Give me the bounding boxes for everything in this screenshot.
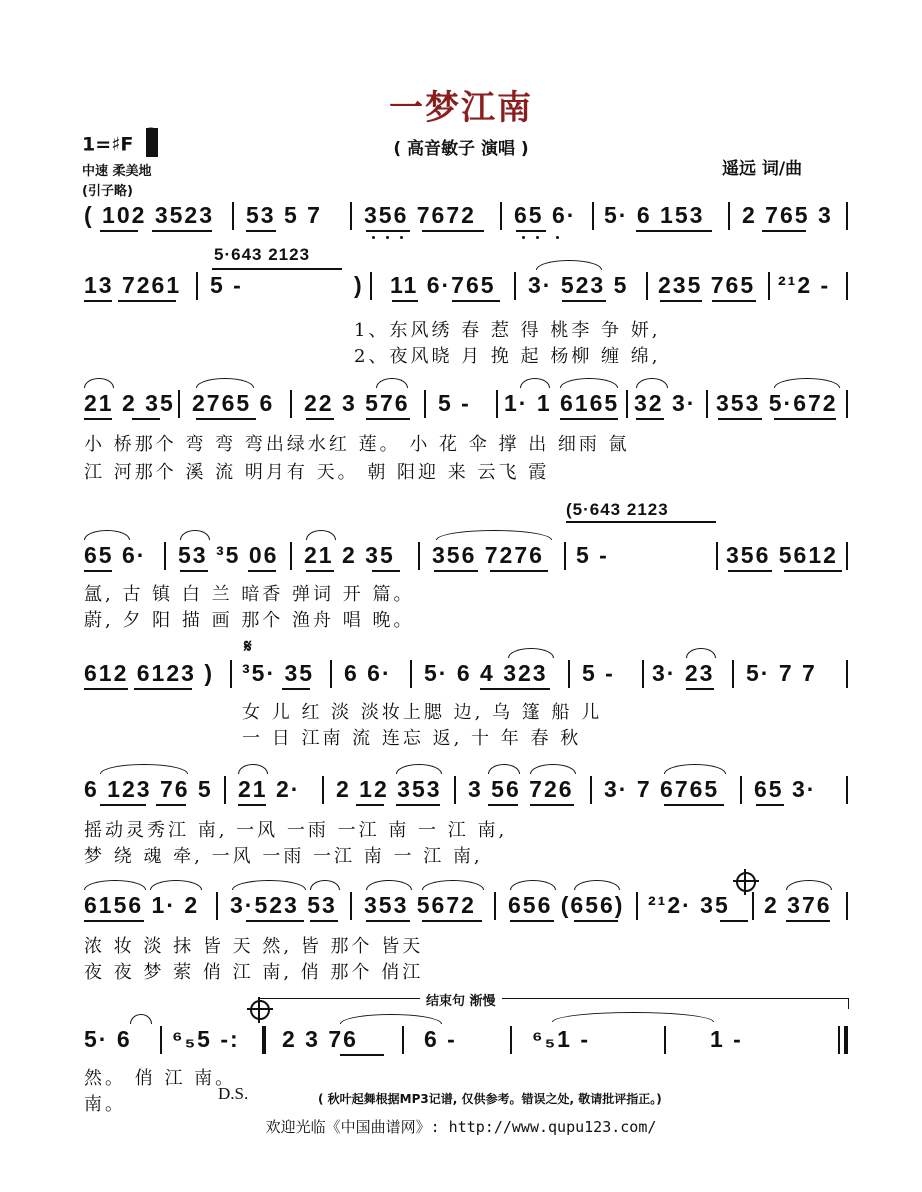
barline xyxy=(740,776,742,804)
underline xyxy=(562,300,606,302)
octave-dot xyxy=(400,236,403,239)
barline xyxy=(500,202,502,230)
time-signature xyxy=(146,126,157,156)
slur xyxy=(510,880,556,890)
measure: 612 6123 ) xyxy=(84,660,214,686)
measure: 5 - xyxy=(210,272,243,298)
underline xyxy=(530,804,574,806)
barline xyxy=(224,776,226,804)
barline xyxy=(232,202,234,230)
ending-label: 结束句 渐慢 xyxy=(420,990,502,1009)
barline xyxy=(846,660,848,688)
intro-note: (引子略) xyxy=(82,184,133,199)
slur xyxy=(196,378,254,388)
underline xyxy=(100,230,138,232)
underline xyxy=(152,230,212,232)
slur xyxy=(180,530,210,540)
coda-icon xyxy=(736,872,756,892)
slur xyxy=(130,1014,152,1024)
underline xyxy=(396,804,440,806)
cue-underline xyxy=(566,521,716,523)
measure: 22 3 576 xyxy=(304,390,410,416)
score-line-1 xyxy=(0,200,922,240)
measure: 32 3· xyxy=(634,390,697,416)
measure: 356 5612 xyxy=(726,542,838,568)
slur xyxy=(306,530,336,540)
lyric-line: 然。 俏 江 南。 xyxy=(84,1068,237,1089)
website-footer: 欢迎光临《中国曲谱网》: http://www.qupu123.com/ xyxy=(265,1118,657,1136)
underline xyxy=(238,804,266,806)
measure: 2765 6 xyxy=(192,390,275,416)
barline xyxy=(496,390,498,418)
underline xyxy=(366,418,410,420)
barline xyxy=(846,776,848,804)
measure: 353 5672 xyxy=(364,892,476,918)
measure: 2 3 76 xyxy=(282,1026,358,1052)
slur xyxy=(232,880,306,890)
barline xyxy=(330,660,332,688)
barline xyxy=(290,542,292,570)
score-line-4 xyxy=(0,540,922,580)
underline xyxy=(366,230,410,232)
barline xyxy=(350,892,352,920)
score-line-7 xyxy=(0,890,922,930)
underline xyxy=(306,570,334,572)
score-line-2 xyxy=(0,270,922,310)
barline xyxy=(846,390,848,418)
lyricist-composer-credit: 遥远 词/曲 xyxy=(722,159,803,179)
octave-dot xyxy=(522,236,525,239)
slur xyxy=(436,530,552,540)
underline xyxy=(720,920,748,922)
underline xyxy=(246,230,276,232)
underline xyxy=(664,804,724,806)
underline xyxy=(84,688,128,690)
barline xyxy=(626,390,628,418)
cue-notes: 5·643 2123 xyxy=(214,245,311,264)
barline xyxy=(642,660,644,688)
measure: 1 - xyxy=(710,1026,743,1052)
measure: 656 (656) xyxy=(508,892,625,918)
lyric-line: 梦 绕 魂 牵, 一风 一雨 一江 南 一 江 南, xyxy=(84,846,483,867)
slur xyxy=(150,880,202,890)
measure: 2 765 3 xyxy=(742,202,833,228)
barline xyxy=(178,390,180,418)
octave-dot xyxy=(536,236,539,239)
slur xyxy=(686,648,716,658)
underline xyxy=(248,570,276,572)
lyric-line: 女 儿 红 淡 淡妆上腮 边, 乌 篷 船 儿 xyxy=(242,702,603,723)
underline xyxy=(784,570,842,572)
measure: 3· 7 6765 xyxy=(604,776,720,802)
underline xyxy=(786,920,830,922)
slur xyxy=(520,378,550,388)
song-title: 一梦江南 xyxy=(389,88,533,128)
underline xyxy=(246,920,304,922)
slur xyxy=(560,378,618,388)
underline xyxy=(422,920,482,922)
key-signature xyxy=(82,130,157,160)
barline xyxy=(290,390,292,418)
slur xyxy=(536,260,602,270)
measure: ²¹2· 35 xyxy=(648,892,730,918)
underline xyxy=(196,418,256,420)
slur xyxy=(396,764,442,774)
barline xyxy=(846,542,848,570)
barline xyxy=(370,272,372,300)
barline xyxy=(350,202,352,230)
measure: 6 123 76 5 xyxy=(84,776,213,802)
slur xyxy=(84,378,114,388)
measure: 2 376 xyxy=(764,892,832,918)
barline xyxy=(510,1026,512,1054)
measure: 356 7276 xyxy=(432,542,544,568)
measure: 65 6· xyxy=(514,202,577,228)
slur xyxy=(376,378,408,388)
key-label: 1=♯F xyxy=(82,133,134,156)
barline xyxy=(402,1026,404,1054)
barline xyxy=(160,1026,162,1054)
repeat-barline xyxy=(262,1026,266,1054)
lyric-line: 蔚, 夕 阳 描 画 那个 渔舟 唱 晚。 xyxy=(84,610,415,631)
underline xyxy=(488,804,518,806)
underline xyxy=(84,920,144,922)
measure: 65 3· xyxy=(754,776,817,802)
time-signature-bar xyxy=(146,128,158,157)
underline xyxy=(132,418,160,420)
measure: 3 56 726 xyxy=(468,776,574,802)
barline xyxy=(216,892,218,920)
underline xyxy=(574,920,618,922)
score-line-5 xyxy=(0,658,922,698)
underline xyxy=(156,804,186,806)
underline xyxy=(712,300,756,302)
slur xyxy=(84,530,130,540)
barline xyxy=(322,776,324,804)
final-barline xyxy=(844,1026,848,1054)
slur xyxy=(786,880,832,890)
barline xyxy=(664,1026,666,1054)
barline xyxy=(636,892,638,920)
underline xyxy=(340,1054,384,1056)
octave-dot xyxy=(556,236,559,239)
measure: 53 ³5 06 xyxy=(178,542,279,568)
barline xyxy=(706,390,708,418)
barline xyxy=(590,776,592,804)
barline xyxy=(752,892,754,920)
underline xyxy=(452,300,500,302)
slur xyxy=(530,764,576,774)
barline xyxy=(568,660,570,688)
singer-subtitle: ( 高音敏子 演唱 ) xyxy=(393,139,529,159)
lyric-line: 小 桥那个 弯 弯 弯出绿水红 莲。 小 花 伞 撑 出 细雨 氤 xyxy=(84,434,630,455)
slur xyxy=(238,764,268,774)
lyric-line: 氲, 古 镇 白 兰 暗香 弹词 开 篇。 xyxy=(84,584,415,605)
measure: 13 7261 xyxy=(84,272,182,298)
ending-bracket xyxy=(258,998,849,1009)
measure: 3· 523 5 xyxy=(528,272,629,298)
barline xyxy=(494,892,496,920)
measure: 6156 1· 2 xyxy=(84,892,200,918)
slur xyxy=(340,1014,442,1024)
slur xyxy=(664,764,726,774)
underline xyxy=(480,688,550,690)
slur xyxy=(636,378,668,388)
barline xyxy=(418,542,420,570)
octave-dot xyxy=(372,236,375,239)
measure: ⁶₅5 -: xyxy=(172,1026,240,1052)
underline xyxy=(134,688,192,690)
underline xyxy=(636,418,664,420)
barline xyxy=(592,202,594,230)
underline xyxy=(560,418,618,420)
barline xyxy=(564,542,566,570)
underline xyxy=(84,418,112,420)
coda-icon xyxy=(250,1000,270,1020)
measure: ( 102 3523 xyxy=(84,202,214,228)
underline xyxy=(118,300,176,302)
lyric-line: 江 河那个 溪 流 明月有 天。 朝 阳迎 来 云飞 霞 xyxy=(84,462,550,483)
underline xyxy=(306,418,334,420)
slur xyxy=(508,648,554,658)
measure: 2 12 353 xyxy=(336,776,442,802)
barline xyxy=(846,272,848,300)
measure: 21 2· xyxy=(238,776,301,802)
measure: 5· 6 153 xyxy=(604,202,705,228)
lyric-line: 浓 妆 淡 抹 皆 天 然, 皆 那个 皆天 xyxy=(84,936,424,957)
measure: 1· 1 6165 xyxy=(504,390,620,416)
lyric-line: 夜 夜 梦 萦 俏 江 南, 俏 那个 俏江 xyxy=(84,962,424,983)
underline xyxy=(660,300,702,302)
lyric-line: 一 日 江南 流 连忘 返, 十 年 春 秋 xyxy=(242,728,582,749)
measure: ) xyxy=(354,272,364,298)
octave-dot xyxy=(386,236,389,239)
underline xyxy=(310,920,338,922)
measure: 5· 6 xyxy=(84,1026,132,1052)
underline xyxy=(372,570,400,572)
barline xyxy=(164,542,166,570)
lyric-line: 1、东风绣 春 惹 得 桃李 争 妍, xyxy=(354,320,661,341)
underline xyxy=(84,300,112,302)
measure: ³5· 35 xyxy=(242,660,315,686)
measure: 5· 7 7 xyxy=(746,660,817,686)
underline xyxy=(392,300,418,302)
underline xyxy=(762,230,806,232)
underline xyxy=(728,570,772,572)
barline xyxy=(716,542,718,570)
slur xyxy=(422,880,484,890)
lyric-line: 摇动灵秀江 南, 一风 一雨 一江 南 一 江 南, xyxy=(84,820,508,841)
underline xyxy=(422,230,484,232)
measure: 11 6·765 xyxy=(390,272,496,298)
slur xyxy=(84,880,146,890)
tempo-marking: 中速 柔美地 xyxy=(82,164,152,179)
transcriber-note: ( 秋叶起舞根据MP3记谱, 仅供参考。错误之处, 敬请批评指正。) xyxy=(318,1092,662,1106)
measure: 356 7672 xyxy=(364,202,476,228)
slur xyxy=(366,880,412,890)
barline xyxy=(230,660,232,688)
slur xyxy=(100,764,188,774)
underline xyxy=(100,804,146,806)
measure: 65 6· xyxy=(84,542,147,568)
barline xyxy=(646,272,648,300)
lyric-line: 2、夜风晓 月 挽 起 杨柳 缠 绵, xyxy=(354,346,661,367)
measure: 5 - xyxy=(438,390,471,416)
barline xyxy=(768,272,770,300)
underline xyxy=(636,230,712,232)
underline xyxy=(686,688,714,690)
underline xyxy=(356,804,384,806)
slur xyxy=(488,764,520,774)
underline xyxy=(434,570,478,572)
measure: 3· 23 xyxy=(652,660,715,686)
measure: ⁶₅1 - xyxy=(532,1026,590,1052)
underline xyxy=(282,688,310,690)
slur xyxy=(310,880,340,890)
underline xyxy=(516,230,546,232)
slur xyxy=(574,880,620,890)
measure: 5 - xyxy=(582,660,615,686)
lyric-line: 南。 xyxy=(84,1094,126,1115)
segno-icon: 𝄋 xyxy=(244,636,252,657)
barline xyxy=(846,202,848,230)
cue-notes: (5·643 2123 xyxy=(566,500,669,519)
underline xyxy=(490,570,548,572)
measure: ²¹2 - xyxy=(778,272,831,298)
barline xyxy=(196,272,198,300)
underline xyxy=(756,804,784,806)
barline xyxy=(424,390,426,418)
barline xyxy=(410,660,412,688)
underline xyxy=(84,570,112,572)
measure: 21 2 35 xyxy=(304,542,395,568)
slur xyxy=(552,1012,714,1022)
underline xyxy=(718,418,762,420)
score-line-8 xyxy=(0,1024,922,1064)
underline xyxy=(510,920,554,922)
slur xyxy=(774,378,840,388)
measure: 6 - xyxy=(424,1026,457,1052)
barline xyxy=(838,1026,840,1054)
measure: 3·523 53 xyxy=(230,892,337,918)
measure: 235 765 xyxy=(658,272,756,298)
measure: 21 2 35 xyxy=(84,390,175,416)
barline xyxy=(454,776,456,804)
measure: 353 5·672 xyxy=(716,390,838,416)
measure: 5· 6 4 323 xyxy=(424,660,548,686)
dal-segno-marking: D.S. xyxy=(218,1084,249,1103)
underline xyxy=(180,570,208,572)
measure: 5 - xyxy=(576,542,609,568)
measure: 6 6· xyxy=(344,660,392,686)
score-line-6 xyxy=(0,774,922,814)
underline xyxy=(366,920,410,922)
barline xyxy=(846,892,848,920)
measure: 53 5 7 xyxy=(246,202,322,228)
barline xyxy=(732,660,734,688)
underline xyxy=(774,418,836,420)
barline xyxy=(728,202,730,230)
barline xyxy=(514,272,516,300)
score-line-3 xyxy=(0,388,922,428)
